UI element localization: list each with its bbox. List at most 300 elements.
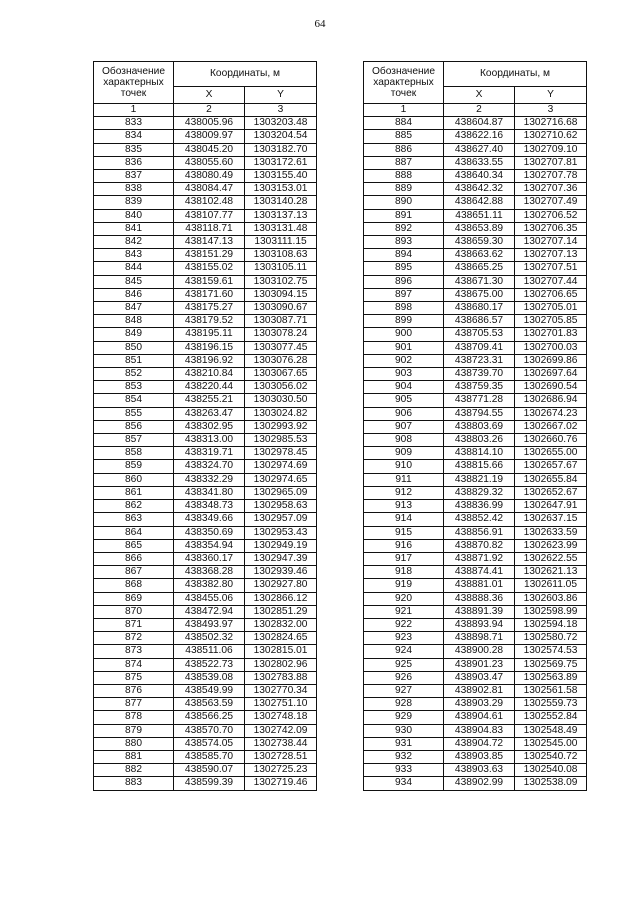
table-row [364, 315, 587, 328]
point-number: 890 [364, 196, 444, 209]
table-row [94, 764, 317, 777]
point-number: 882 [94, 764, 174, 777]
y-coordinate: 1302748.18 [245, 711, 317, 724]
x-coordinate: 438836.99 [444, 500, 515, 513]
table-row [364, 658, 587, 671]
x-coordinate: 438084.47 [174, 183, 245, 196]
x-coordinate: 438829.32 [444, 486, 515, 499]
point-number: 924 [364, 645, 444, 658]
point-number: 861 [94, 486, 174, 499]
x-coordinate: 438891.39 [444, 605, 515, 618]
y-coordinate: 1302561.58 [515, 684, 587, 697]
table-row [364, 249, 587, 262]
y-coordinate: 1302965.09 [245, 486, 317, 499]
point-number: 934 [364, 777, 444, 790]
table-row [364, 222, 587, 235]
table-row [94, 750, 317, 763]
y-coordinate: 1302686.94 [515, 394, 587, 407]
x-coordinate: 438642.32 [444, 183, 515, 196]
point-number: 852 [94, 368, 174, 381]
point-number: 879 [94, 724, 174, 737]
x-coordinate: 438493.97 [174, 618, 245, 631]
x-coordinate: 438888.36 [444, 592, 515, 605]
point-number: 862 [94, 500, 174, 513]
point-number: 927 [364, 684, 444, 697]
y-coordinate: 1303024.82 [245, 407, 317, 420]
x-coordinate: 438903.85 [444, 750, 515, 763]
x-coordinate: 438705.53 [444, 328, 515, 341]
point-number: 837 [94, 170, 174, 183]
y-coordinate: 1303203.48 [245, 117, 317, 130]
x-coordinate: 438871.92 [444, 552, 515, 565]
table-row [364, 711, 587, 724]
x-coordinate: 438382.80 [174, 579, 245, 592]
y-coordinate: 1303077.45 [245, 341, 317, 354]
point-number: 919 [364, 579, 444, 592]
table-row [94, 592, 317, 605]
table-row [364, 288, 587, 301]
y-coordinate: 1302674.23 [515, 407, 587, 420]
y-coordinate: 1303131.48 [245, 222, 317, 235]
x-coordinate: 438455.06 [174, 592, 245, 605]
x-coordinate: 438151.29 [174, 249, 245, 262]
point-number: 838 [94, 183, 174, 196]
x-coordinate: 438009.97 [174, 130, 245, 143]
x-coordinate: 438599.39 [174, 777, 245, 790]
table-row [94, 315, 317, 328]
x-coordinate: 438900.28 [444, 645, 515, 658]
table-row [94, 262, 317, 275]
point-number: 917 [364, 552, 444, 565]
table-row [94, 513, 317, 526]
point-number: 851 [94, 354, 174, 367]
x-coordinate: 438368.28 [174, 566, 245, 579]
table-row [364, 341, 587, 354]
point-number: 864 [94, 526, 174, 539]
table-row [364, 275, 587, 288]
table-row [364, 671, 587, 684]
y-coordinate: 1302710.62 [515, 130, 587, 143]
y-coordinate: 1302701.83 [515, 328, 587, 341]
x-coordinate: 438566.25 [174, 711, 245, 724]
point-number: 901 [364, 341, 444, 354]
table-row [364, 764, 587, 777]
point-number: 885 [364, 130, 444, 143]
y-coordinate: 1302657.67 [515, 460, 587, 473]
table-row [364, 645, 587, 658]
y-coordinate: 1302707.49 [515, 196, 587, 209]
y-coordinate: 1302548.49 [515, 724, 587, 737]
y-coordinate: 1302716.68 [515, 117, 587, 130]
table-row [94, 645, 317, 658]
table-row [364, 420, 587, 433]
x-coordinate: 438107.77 [174, 209, 245, 222]
table-row [364, 486, 587, 499]
x-coordinate: 438902.99 [444, 777, 515, 790]
x-coordinate: 438903.63 [444, 764, 515, 777]
table-row [364, 117, 587, 130]
y-coordinate: 1302705.85 [515, 315, 587, 328]
point-number: 841 [94, 222, 174, 235]
table-row [364, 500, 587, 513]
point-number: 916 [364, 539, 444, 552]
x-coordinate: 438080.49 [174, 170, 245, 183]
x-coordinate: 438663.62 [444, 249, 515, 262]
y-coordinate: 1303155.40 [245, 170, 317, 183]
table-row [364, 407, 587, 420]
coordinates-table-left [93, 61, 317, 791]
table-row [364, 552, 587, 565]
table-row [94, 460, 317, 473]
point-number: 925 [364, 658, 444, 671]
x-coordinate: 438665.25 [444, 262, 515, 275]
table-row [94, 143, 317, 156]
y-coordinate: 1303172.61 [245, 156, 317, 169]
point-number: 902 [364, 354, 444, 367]
y-coordinate: 1303030.50 [245, 394, 317, 407]
point-number: 868 [94, 579, 174, 592]
y-coordinate: 1303204.54 [245, 130, 317, 143]
table-row [364, 156, 587, 169]
table-row [94, 249, 317, 262]
y-coordinate: 1302974.65 [245, 473, 317, 486]
y-header: Y [245, 87, 317, 104]
y-coordinate: 1302647.91 [515, 500, 587, 513]
y-coordinate: 1302705.01 [515, 302, 587, 315]
y-coordinate: 1302949.19 [245, 539, 317, 552]
table-row [94, 579, 317, 592]
y-coordinate: 1302633.59 [515, 526, 587, 539]
table-row [94, 420, 317, 433]
y-coordinate: 1303078.24 [245, 328, 317, 341]
y-coordinate: 1302866.12 [245, 592, 317, 605]
table-row [364, 618, 587, 631]
y-coordinate: 1302985.53 [245, 434, 317, 447]
y-coordinate: 1302667.02 [515, 420, 587, 433]
table-row [94, 275, 317, 288]
x-coordinate: 438814.10 [444, 447, 515, 460]
y-coordinate: 1302574.53 [515, 645, 587, 658]
point-number: 922 [364, 618, 444, 631]
y-coordinate: 1302559.73 [515, 698, 587, 711]
point-number: 844 [94, 262, 174, 275]
designation-header: Обозначение характерных точек [94, 62, 174, 104]
table-row [364, 632, 587, 645]
table-row [364, 447, 587, 460]
point-number: 886 [364, 143, 444, 156]
y-coordinate: 1302700.03 [515, 341, 587, 354]
point-number: 903 [364, 368, 444, 381]
point-number: 911 [364, 473, 444, 486]
point-number: 835 [94, 143, 174, 156]
y-coordinate: 1302742.09 [245, 724, 317, 737]
y-coordinate: 1302699.86 [515, 354, 587, 367]
x-coordinate: 438659.30 [444, 236, 515, 249]
point-number: 836 [94, 156, 174, 169]
table-row [364, 473, 587, 486]
table-row [94, 500, 317, 513]
page-number: 64 [314, 18, 326, 30]
point-number: 843 [94, 249, 174, 262]
y-coordinate: 1302707.44 [515, 275, 587, 288]
y-coordinate: 1302947.39 [245, 552, 317, 565]
table-row [94, 196, 317, 209]
point-number: 850 [94, 341, 174, 354]
point-number: 926 [364, 671, 444, 684]
point-number: 906 [364, 407, 444, 420]
table-row [94, 156, 317, 169]
point-number: 865 [94, 539, 174, 552]
y-coordinate: 1303108.63 [245, 249, 317, 262]
y-coordinate: 1302738.44 [245, 737, 317, 750]
table-row [94, 394, 317, 407]
x-coordinate: 438511.06 [174, 645, 245, 658]
y-coordinate: 1302709.10 [515, 143, 587, 156]
table-row [364, 196, 587, 209]
x-coordinate: 438195.11 [174, 328, 245, 341]
table-row [364, 513, 587, 526]
x-coordinate: 438852.42 [444, 513, 515, 526]
y-coordinate: 1302594.18 [515, 618, 587, 631]
point-number: 847 [94, 302, 174, 315]
y-coordinate: 1302783.88 [245, 671, 317, 684]
x-coordinate: 438904.83 [444, 724, 515, 737]
y-coordinate: 1302802.96 [245, 658, 317, 671]
table-row [94, 777, 317, 790]
y-coordinate: 1302958.63 [245, 500, 317, 513]
x-coordinate: 438680.17 [444, 302, 515, 315]
x-coordinate: 438005.96 [174, 117, 245, 130]
x-coordinate: 438472.94 [174, 605, 245, 618]
table-row [364, 777, 587, 790]
point-number: 871 [94, 618, 174, 631]
point-number: 895 [364, 262, 444, 275]
point-number: 907 [364, 420, 444, 433]
y-coordinate: 1302569.75 [515, 658, 587, 671]
point-number: 899 [364, 315, 444, 328]
x-coordinate: 438159.61 [174, 275, 245, 288]
table-row [364, 130, 587, 143]
x-coordinate: 438874.41 [444, 566, 515, 579]
table-row [364, 262, 587, 275]
y-coordinate: 1303094.15 [245, 288, 317, 301]
point-number: 860 [94, 473, 174, 486]
point-number: 914 [364, 513, 444, 526]
y-coordinate: 1302690.54 [515, 381, 587, 394]
table-row [364, 381, 587, 394]
table-row [94, 632, 317, 645]
table-row [94, 407, 317, 420]
table-row [94, 671, 317, 684]
x-coordinate: 438821.19 [444, 473, 515, 486]
x-coordinate: 438332.29 [174, 473, 245, 486]
column-number-2: 2 [444, 104, 515, 117]
x-coordinate: 438675.00 [444, 288, 515, 301]
x-coordinate: 438220.44 [174, 381, 245, 394]
column-number-1: 1 [364, 104, 444, 117]
point-number: 910 [364, 460, 444, 473]
x-coordinate: 438210.84 [174, 368, 245, 381]
point-number: 870 [94, 605, 174, 618]
y-coordinate: 1302707.36 [515, 183, 587, 196]
x-coordinate: 438803.26 [444, 434, 515, 447]
table-body-right [364, 117, 587, 790]
y-coordinate: 1302637.15 [515, 513, 587, 526]
x-coordinate: 438651.11 [444, 209, 515, 222]
point-number: 905 [364, 394, 444, 407]
x-coordinate: 438196.15 [174, 341, 245, 354]
table-row [364, 236, 587, 249]
point-number: 877 [94, 698, 174, 711]
x-header: X [444, 87, 515, 104]
x-coordinate: 438622.16 [444, 130, 515, 143]
table-row [364, 579, 587, 592]
y-coordinate: 1302697.64 [515, 368, 587, 381]
table-row [94, 117, 317, 130]
coordinates-header: Координаты, м [444, 62, 587, 87]
point-number: 883 [94, 777, 174, 790]
x-coordinate: 438870.82 [444, 539, 515, 552]
point-number: 840 [94, 209, 174, 222]
table-row [94, 236, 317, 249]
table-row [364, 526, 587, 539]
y-coordinate: 1302978.45 [245, 447, 317, 460]
table-row [364, 170, 587, 183]
point-number: 884 [364, 117, 444, 130]
point-number: 876 [94, 684, 174, 697]
table-row [94, 658, 317, 671]
point-number: 863 [94, 513, 174, 526]
point-number: 931 [364, 737, 444, 750]
table-row [94, 539, 317, 552]
y-coordinate: 1303111.15 [245, 236, 317, 249]
y-coordinate: 1303105.11 [245, 262, 317, 275]
point-number: 900 [364, 328, 444, 341]
y-coordinate: 1302598.99 [515, 605, 587, 618]
point-number: 848 [94, 315, 174, 328]
point-number: 833 [94, 117, 174, 130]
point-number: 923 [364, 632, 444, 645]
point-number: 858 [94, 447, 174, 460]
y-coordinate: 1302621.13 [515, 566, 587, 579]
x-coordinate: 438255.21 [174, 394, 245, 407]
y-coordinate: 1302953.43 [245, 526, 317, 539]
table-row [364, 566, 587, 579]
x-coordinate: 438627.40 [444, 143, 515, 156]
y-coordinate: 1302707.14 [515, 236, 587, 249]
x-coordinate: 438171.60 [174, 288, 245, 301]
point-number: 896 [364, 275, 444, 288]
y-coordinate: 1302707.51 [515, 262, 587, 275]
y-coordinate: 1302725.23 [245, 764, 317, 777]
table-row [94, 302, 317, 315]
table-row [94, 618, 317, 631]
point-number: 869 [94, 592, 174, 605]
x-coordinate: 438349.66 [174, 513, 245, 526]
x-coordinate: 438856.91 [444, 526, 515, 539]
y-coordinate: 1302957.09 [245, 513, 317, 526]
x-coordinate: 438903.47 [444, 671, 515, 684]
column-number-3: 3 [515, 104, 587, 117]
point-number: 839 [94, 196, 174, 209]
y-coordinate: 1302552.84 [515, 711, 587, 724]
point-number: 932 [364, 750, 444, 763]
y-coordinate: 1302770.34 [245, 684, 317, 697]
point-number: 918 [364, 566, 444, 579]
y-coordinate: 1303056.02 [245, 381, 317, 394]
y-coordinate: 1302603.86 [515, 592, 587, 605]
table-row [94, 222, 317, 235]
x-coordinate: 438263.47 [174, 407, 245, 420]
point-number: 873 [94, 645, 174, 658]
table-row [94, 711, 317, 724]
y-coordinate: 1303087.71 [245, 315, 317, 328]
table-row [94, 737, 317, 750]
point-number: 920 [364, 592, 444, 605]
x-coordinate: 438642.88 [444, 196, 515, 209]
y-coordinate: 1302927.80 [245, 579, 317, 592]
coordinates-header: Координаты, м [174, 62, 317, 87]
x-coordinate: 438904.72 [444, 737, 515, 750]
point-number: 834 [94, 130, 174, 143]
y-coordinate: 1302706.65 [515, 288, 587, 301]
y-coordinate: 1302655.00 [515, 447, 587, 460]
y-coordinate: 1302707.13 [515, 249, 587, 262]
table-row [94, 552, 317, 565]
x-coordinate: 438640.34 [444, 170, 515, 183]
point-number: 904 [364, 381, 444, 394]
table-row [94, 341, 317, 354]
table-row [94, 486, 317, 499]
point-number: 874 [94, 658, 174, 671]
table-row [364, 143, 587, 156]
table-row [364, 684, 587, 697]
table-row [364, 302, 587, 315]
y-coordinate: 1302540.72 [515, 750, 587, 763]
table-row [364, 183, 587, 196]
y-coordinate: 1302851.29 [245, 605, 317, 618]
table-row [94, 381, 317, 394]
point-number: 915 [364, 526, 444, 539]
point-number: 853 [94, 381, 174, 394]
point-number: 893 [364, 236, 444, 249]
x-coordinate: 438574.05 [174, 737, 245, 750]
column-number-1: 1 [94, 104, 174, 117]
x-coordinate: 438903.29 [444, 698, 515, 711]
designation-header: Обозначение характерных точек [364, 62, 444, 104]
x-coordinate: 438324.70 [174, 460, 245, 473]
x-coordinate: 438671.30 [444, 275, 515, 288]
y-coordinate: 1303182.70 [245, 143, 317, 156]
x-header: X [174, 87, 245, 104]
x-coordinate: 438902.81 [444, 684, 515, 697]
x-coordinate: 438045.20 [174, 143, 245, 156]
x-coordinate: 438794.55 [444, 407, 515, 420]
point-number: 880 [94, 737, 174, 750]
x-coordinate: 438522.73 [174, 658, 245, 671]
point-number: 872 [94, 632, 174, 645]
table-row [364, 460, 587, 473]
x-coordinate: 438549.99 [174, 684, 245, 697]
x-coordinate: 438348.73 [174, 500, 245, 513]
point-number: 866 [94, 552, 174, 565]
table-row [94, 724, 317, 737]
y-coordinate: 1302545.00 [515, 737, 587, 750]
table-row [94, 130, 317, 143]
x-coordinate: 438633.55 [444, 156, 515, 169]
x-coordinate: 438179.52 [174, 315, 245, 328]
y-coordinate: 1302707.81 [515, 156, 587, 169]
